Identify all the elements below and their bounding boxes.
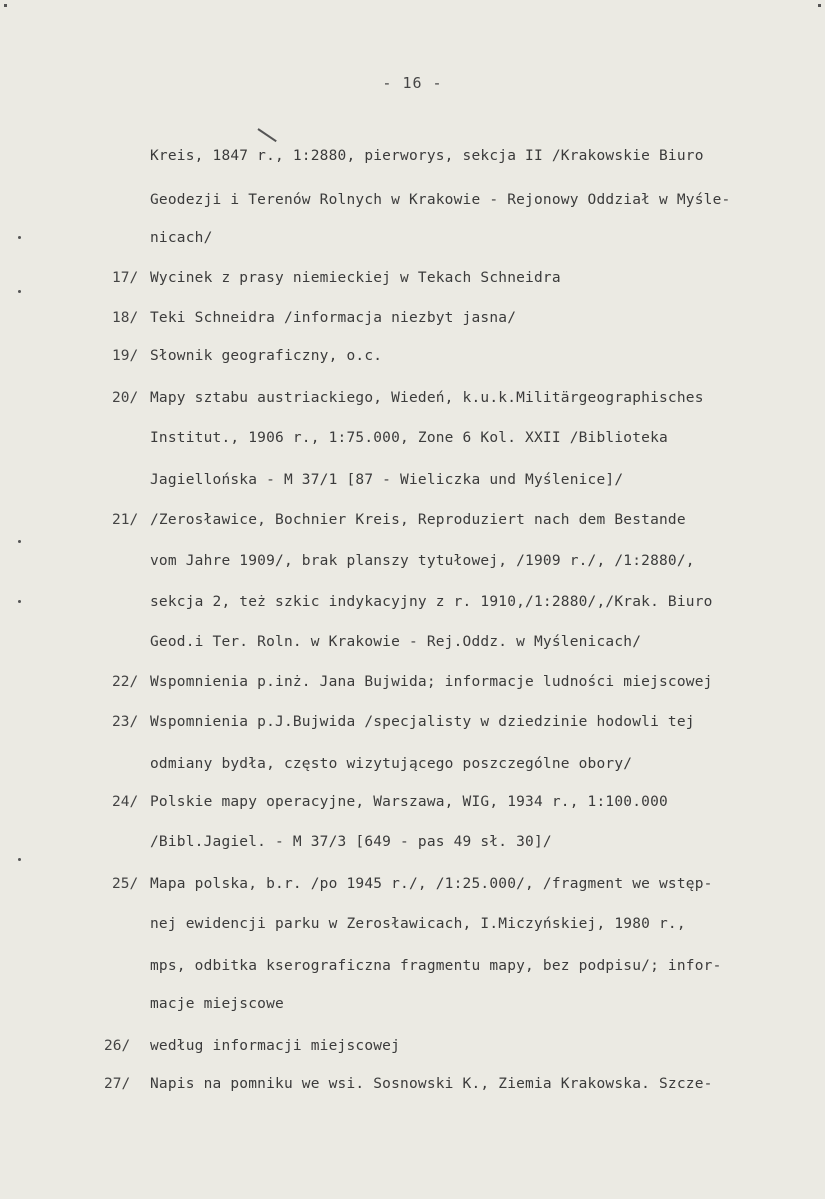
scan-mark <box>818 4 821 7</box>
text-line: Geodezji i Terenów Rolnych w Krakowie - Rejonowy Oddział w Myśle- <box>150 192 731 208</box>
text-line: Geod.i Ter. Roln. w Krakowie - Rej.Oddz. w Myślenicach/ <box>150 634 642 650</box>
text-line: Jagiellońska - M 37/1 [87 - Wieliczka und Myślenice]/ <box>150 472 624 488</box>
margin-dot <box>18 236 21 239</box>
entry-number: 24/ <box>112 794 139 810</box>
text-line: nej ewidencji parku w Zerosławicach, I.Miczyńskiej, 1980 r., <box>150 916 686 932</box>
entry-number: 27/ <box>104 1076 131 1092</box>
text-line: /Zerosławice, Bochnier Kreis, Reproduziert nach dem Bestande <box>150 512 686 528</box>
text-line: Kreis, 1847 r., 1:2880, pierworys, sekcja II /Krakowskie Biuro <box>150 148 704 164</box>
text-line: /Bibl.Jagiel. - M 37/3 [649 - pas 49 sł. 30]/ <box>150 834 552 850</box>
page-number: - 16 - <box>382 74 443 92</box>
handwritten-caret-mark <box>257 128 276 142</box>
entry-number: 22/ <box>112 674 139 690</box>
text-line: Mapa polska, b.r. /po 1945 r./, /1:25.000/, /fragment we wstęp- <box>150 876 713 892</box>
text-line: Institut., 1906 r., 1:75.000, Zone 6 Kol. XXII /Biblioteka <box>150 430 668 446</box>
entry-number: 17/ <box>112 270 139 286</box>
text-line: Wspomnienia p.J.Bujwida /specjalisty w dziedzinie hodowli tej <box>150 714 695 730</box>
margin-dot <box>18 290 21 293</box>
entry-number: 18/ <box>112 310 139 326</box>
text-line: sekcja 2, też szkic indykacyjny z r. 1910,/1:2880/,/Krak. Biuro <box>150 594 713 610</box>
text-line: Teki Schneidra /informacja niezbyt jasna/ <box>150 310 517 326</box>
entry-number: 20/ <box>112 390 139 406</box>
text-line: vom Jahre 1909/, brak planszy tytułowej, /1909 r./, /1:2880/, <box>150 553 695 569</box>
text-line: Słownik geograficzny, o.c. <box>150 348 383 364</box>
margin-dot <box>18 858 21 861</box>
text-line: Wspomnienia p.inż. Jana Bujwida; informacje ludności miejscowej <box>150 674 713 690</box>
text-line: Napis na pomniku we wsi. Sosnowski K., Ziemia Krakowska. Szcze- <box>150 1076 713 1092</box>
entry-number: 21/ <box>112 512 139 528</box>
text-line: nicach/ <box>150 230 213 246</box>
text-line: Wycinek z prasy niemieckiej w Tekach Schneidra <box>150 270 561 286</box>
text-line: odmiany bydła, często wizytującego poszczególne obory/ <box>150 756 633 772</box>
scan-mark <box>4 4 7 7</box>
margin-dot <box>18 600 21 603</box>
text-line: Polskie mapy operacyjne, Warszawa, WIG, 1934 r., 1:100.000 <box>150 794 668 810</box>
text-line: macje miejscowe <box>150 996 284 1012</box>
text-line: mps, odbitka kserograficzna fragmentu mapy, bez podpisu/; infor- <box>150 958 722 974</box>
text-line: Mapy sztabu austriackiego, Wiedeń, k.u.k.Militärgeographisches <box>150 390 704 406</box>
margin-dot <box>18 540 21 543</box>
text-line: według informacji miejscowej <box>150 1038 401 1054</box>
entry-number: 26/ <box>104 1038 131 1054</box>
entry-number: 19/ <box>112 348 139 364</box>
entry-number: 25/ <box>112 876 139 892</box>
entry-number: 23/ <box>112 714 139 730</box>
